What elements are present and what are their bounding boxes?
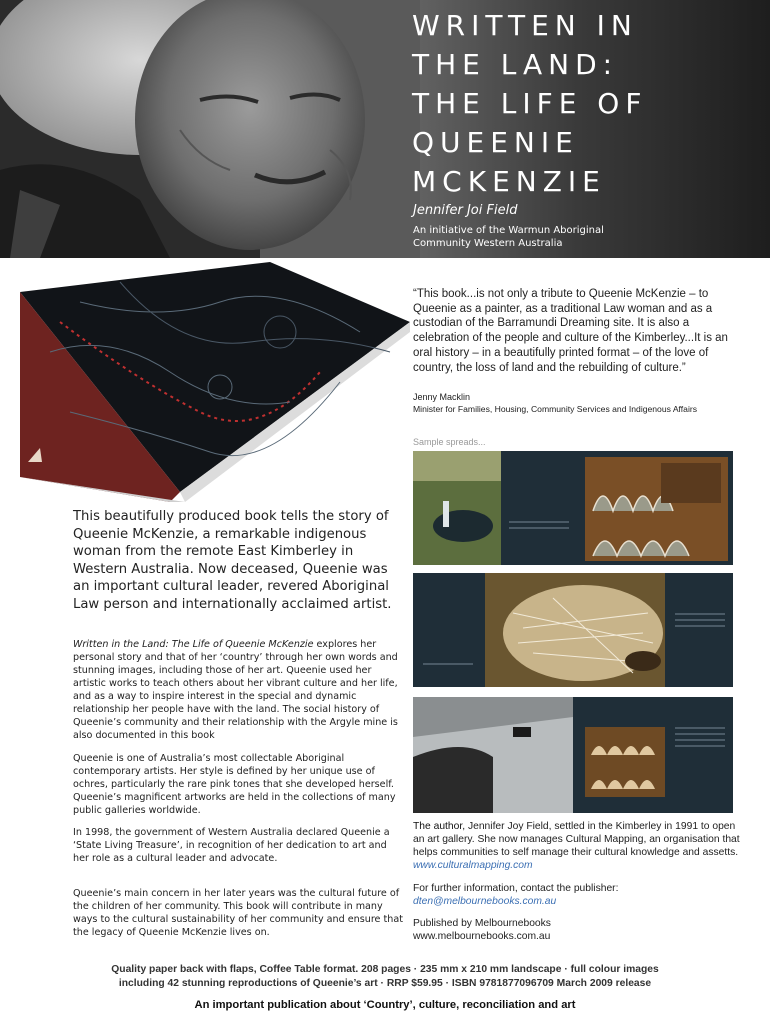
intro-paragraph: This beautifully produced book tells the story of Queenie McKenzie, a remarkable indigenous woman from the remote East Kimberley in Western Australia. Now deceased, Queenie was an important cultural leader, revered Aboriginal Law person and internationally acclaimed artist.	[73, 509, 392, 612]
book-specifications	[40, 963, 730, 991]
body-paragraph: In 1998, the government of Western Australia declared Queenie a ‘State Living Treasure’, in recognition of her dedication to art and her role as a cultural leader and advocate.	[73, 827, 390, 864]
author-bio-lead: The author	[413, 821, 463, 832]
author-bio-text: , Jennifer Joy Field, settled in the Kimberley in 1991 to open an art gallery. She now manages Cultural Mapping, an organisation that helps communities to self manage their cultural knowledge and assetts.	[413, 821, 740, 858]
contact-info	[413, 882, 743, 908]
author-name: Jennifer Joi Field	[413, 203, 518, 218]
sample-spread-image	[413, 573, 733, 687]
publisher-name: Published by Melbournebooks	[413, 918, 551, 929]
sample-spread-image	[413, 451, 733, 565]
book-title	[412, 6, 762, 201]
publisher-email-link[interactable]: dten@melbournebooks.com.au	[413, 896, 557, 907]
quote-author: Jenny Macklin	[413, 392, 471, 402]
tagline: An important publication about ‘Country’, culture, reconciliation and art	[194, 999, 576, 1011]
quote-author-role: Minister for Families, Housing, Community Services and Indigenous Affairs	[413, 404, 698, 414]
title-line: QUEENIE	[412, 126, 579, 159]
sample-spreads-label: Sample spreads...	[413, 437, 486, 447]
initiative-note	[413, 224, 673, 250]
title-line: THE LIFE OF	[412, 87, 648, 120]
publisher-info	[413, 917, 743, 943]
initiative-line: Community Western Australia	[413, 238, 563, 249]
initiative-line: An initiative of the Warmun Aboriginal	[413, 225, 604, 236]
body-paragraph	[73, 638, 403, 742]
cultural-mapping-link[interactable]: www.culturalmapping.com	[413, 860, 533, 871]
publisher-url[interactable]: www.melbournebooks.com.au	[413, 931, 551, 942]
body-paragraph: Queenie’s main concern in her later years was the cultural future of the children of her community. This book will contribute in many ways to the cultural sustainability of her community and ensure that the legacy of Queenie McKenzie lives on.	[73, 888, 403, 938]
portrait-photo	[0, 0, 420, 258]
review-quote: “This book...is not only a tribute to Queenie McKenzie – to Queenie as a painter, as a traditional Law woman and as a custodian of the Barramundi Dreaming site. It is also a celebration of the people and culture of the Kimberley...It is an oral history – in a beautifully printed format – of the love of country, the loss of land and the rebuilding of culture.”	[413, 288, 728, 374]
body-paragraph: Queenie is one of Australia’s most collectable Aboriginal contemporary artists. Her style is defined by her unique use of ochres, particularly the rare pink tones that she developed herself. Queenie’s magnificent artworks are held in the collections of many public galleries worldwide.	[73, 753, 396, 816]
title-line: WRITTEN IN	[412, 9, 638, 42]
book-title-italic: Written in the Land: The Life of Queenie McKenzie	[73, 639, 314, 650]
author-bio	[413, 820, 743, 872]
paragraph-text: explores her personal story and that of her ‘country’ through her own words and stunning images, including those of her art. Queenie used her artistic works to teach others about her vibrant culture and her life, and as a way to inspire interest in the special and dynamic relationship her people have with the land. The social history of Queenie’s community and their relationship with the Argyle mine is also documented in this book	[73, 639, 398, 741]
book-cover-image	[20, 262, 410, 502]
contact-text: For further information, contact the publisher:	[413, 883, 619, 894]
title-line: MCKENZIE	[412, 165, 606, 198]
sample-spread-image	[413, 697, 733, 813]
title-line: THE LAND:	[412, 48, 619, 81]
specs-line: Quality paper back with flaps, Coffee Table format. 208 pages · 235 mm x 210 mm landscape · full colour images	[111, 964, 659, 975]
hero-banner	[0, 0, 770, 258]
specs-line: including 42 stunning reproductions of Queenie’s art · RRP $59.95 · ISBN 9781877096709 March 2009 release	[118, 978, 652, 989]
